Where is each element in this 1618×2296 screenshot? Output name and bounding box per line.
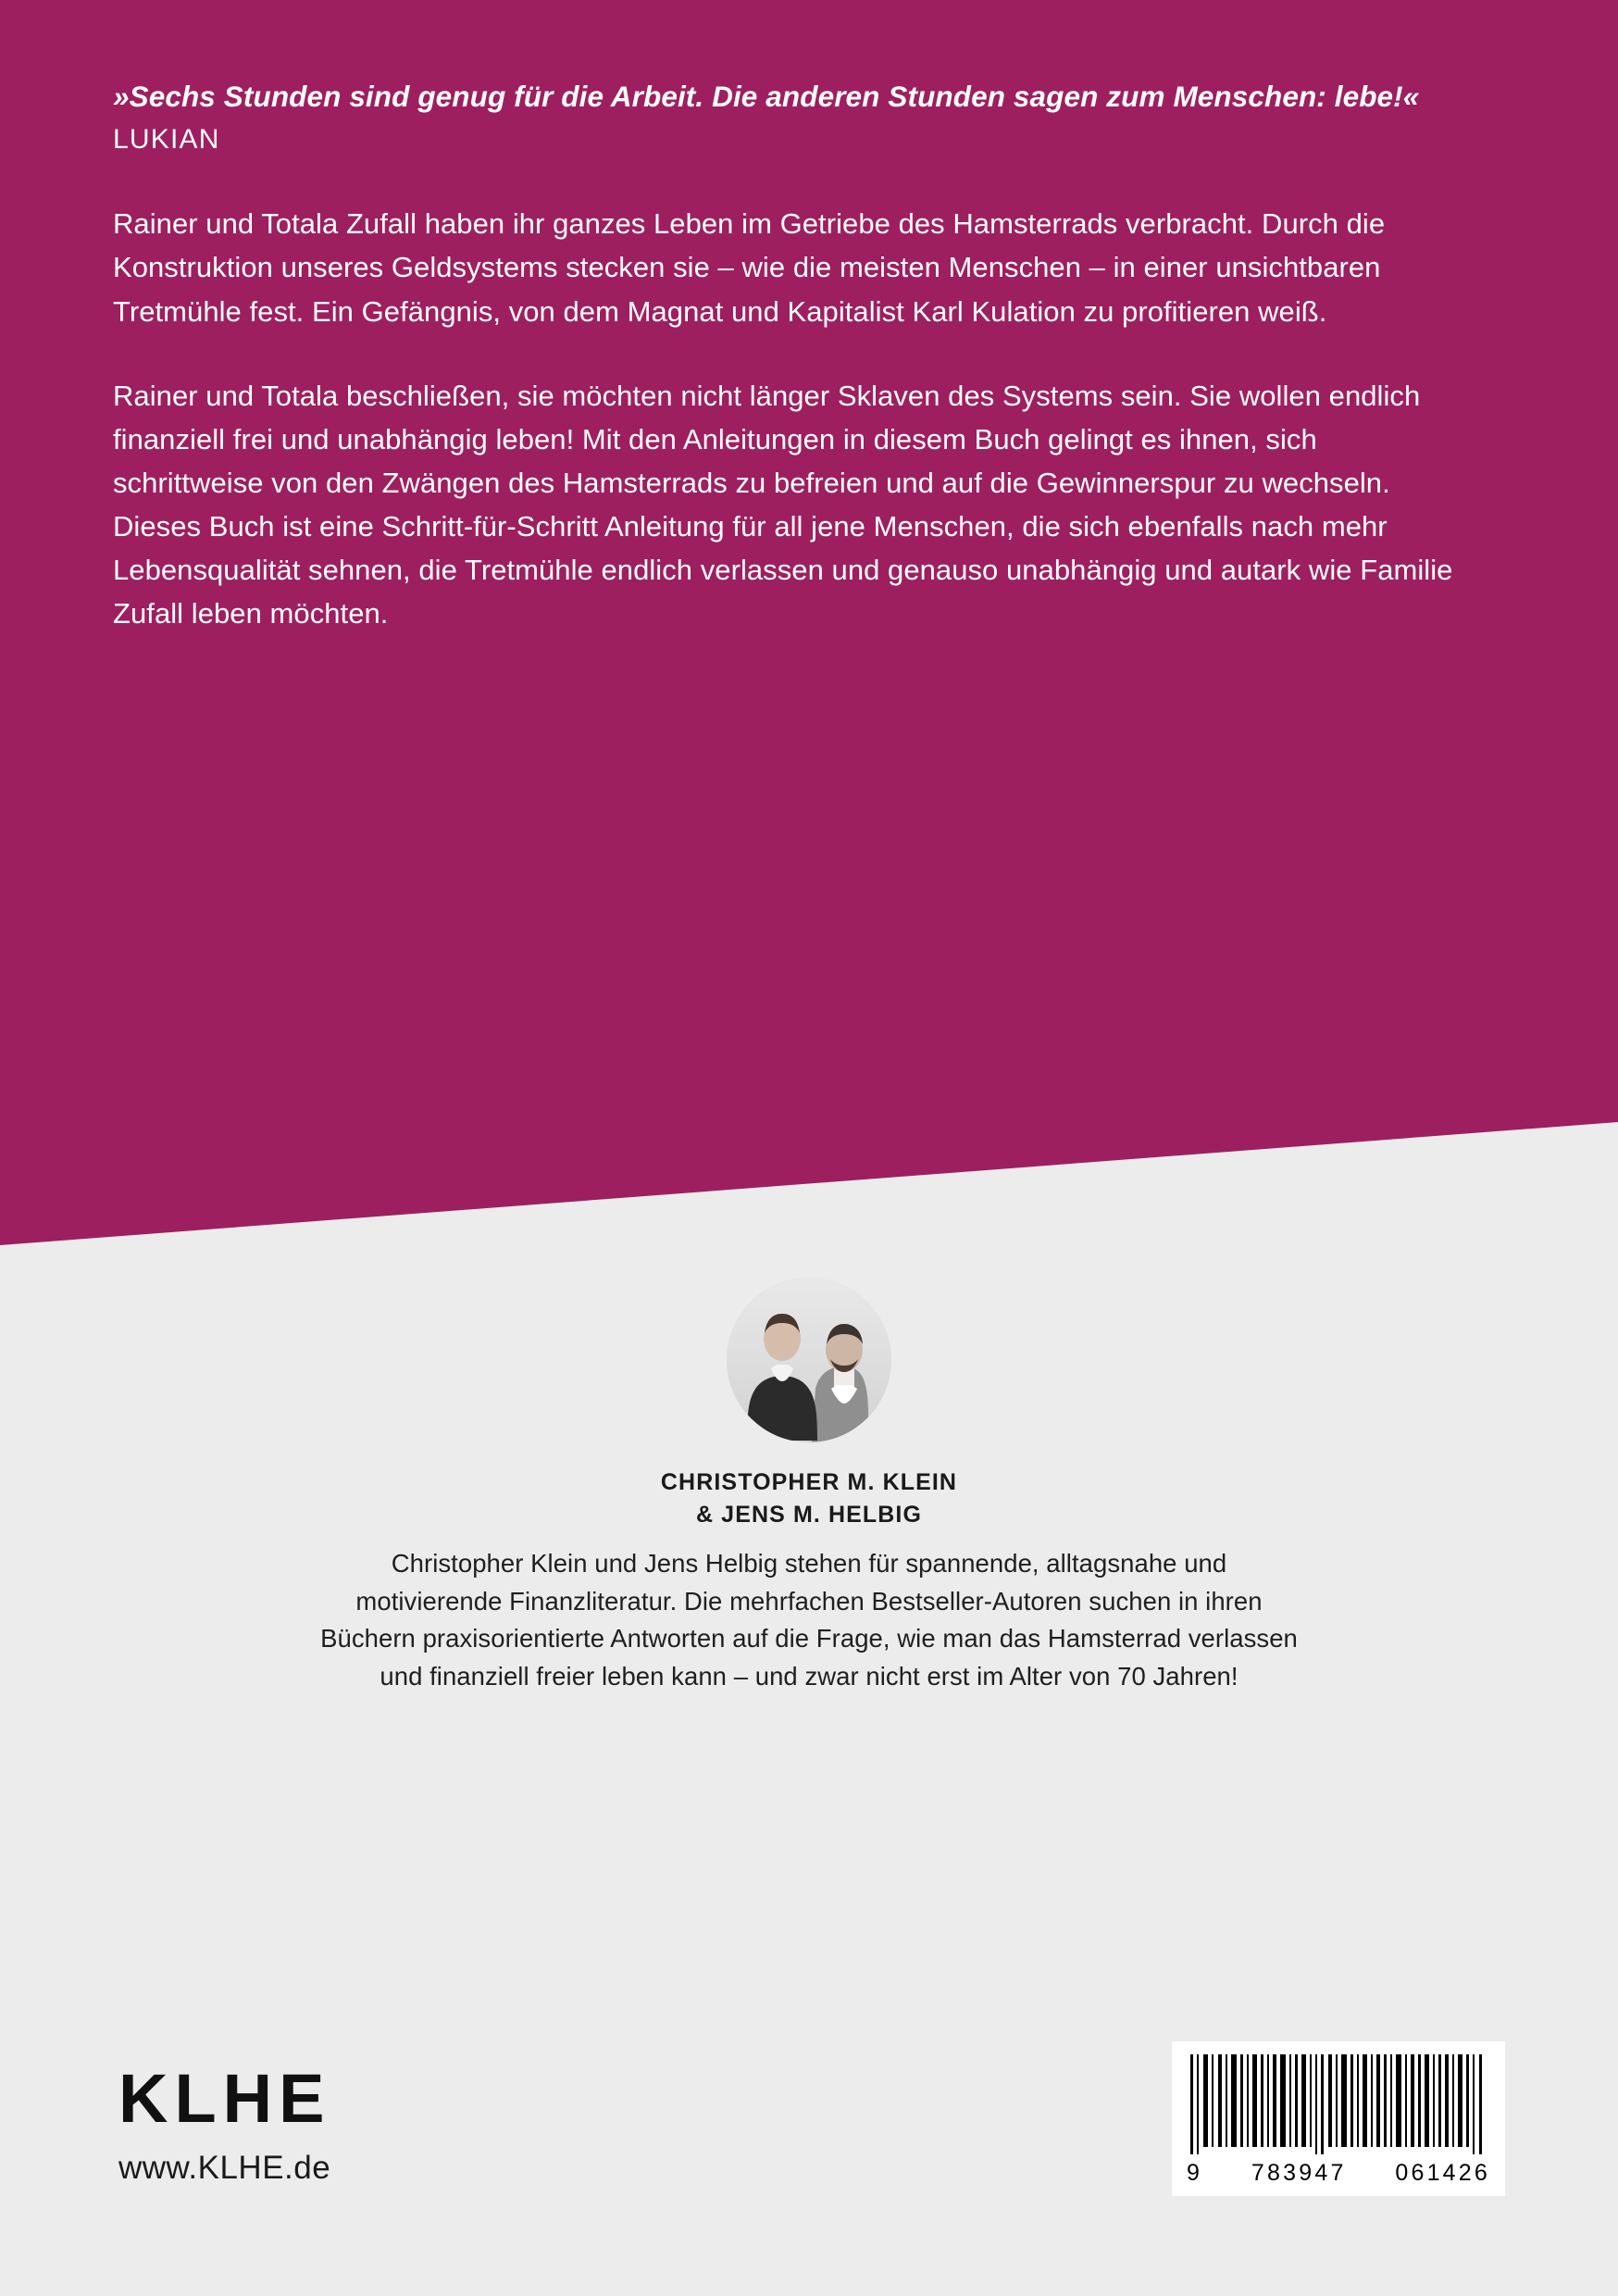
publisher-website[interactable]: www.KLHE.de: [118, 2150, 331, 2186]
author-name-line-2: & JENS M. HELBIG: [695, 1501, 923, 1528]
author-name-line-1: CHRISTOPHER M. KLEIN: [660, 1469, 958, 1495]
author-photo: [727, 1278, 891, 1442]
barcode-group-1: 783947: [1251, 2160, 1347, 2186]
author-bio: Christopher Klein und Jens Helbig stehen für spannende, alltagsnahe und motivierende Finanzliteratur. Die mehrfachen Bestseller-Autoren suchen in ihren Büchern praxisorientierte Antworten auf die Frage, wie man das Hamsterrad verlassen und finanziell freier leben kann – und zwar nicht erst im Alter von 70 Jahren!: [320, 1549, 1298, 1691]
pull-quote: [113, 76, 1501, 159]
author-section: [0, 1278, 1618, 1696]
barcode-digit-prefix: 9: [1187, 2160, 1203, 2186]
blurb-section: [113, 76, 1501, 635]
pull-quote-text: »Sechs Stunden sind genug für die Arbeit. Die anderen Stunden sagen zum Menschen: lebe!«: [113, 80, 1420, 113]
pull-quote-author: LUKIAN: [113, 123, 220, 155]
barcode-bars: [1185, 2054, 1492, 2154]
barcode-group-2: 061426: [1395, 2160, 1490, 2186]
barcode-digits: [1185, 2160, 1492, 2187]
blurb-paragraph-2: Rainer und Totala beschließen, sie möchten nicht länger Sklaven des Systems sein. Sie wollen endlich finanziell frei und unabhängig leben! Mit den Anleitungen in diesem Buch gelingt es ihnen, sich schrittweise von den Zwängen des Hamsterrads zu befreien und auf die Gewinnerspur zu wechseln. Dieses Buch ist eine Schritt-für-Schritt Anleitung für all jene Menschen, die sich ebenfalls nach mehr Lebensqualität sehnen, die Tretmühle endlich verlassen und genauso unabhängig und autark wie Familie Zufall leben möchten.: [113, 379, 1453, 630]
barcode: [1172, 2041, 1505, 2196]
author-names: [0, 1466, 1618, 1530]
blurb-paragraph-1: Rainer und Totala Zufall haben ihr ganzes Leben im Getriebe des Hamsterrads verbracht. Durch die Konstruktion unseres Geldsystems stecken sie – wie die meisten Menschen – in einer unsichtbaren Tretmühle fest. Ein Gefängnis, von dem Magnat und Kapitalist Karl Kulation zu profitieren weiß.: [113, 207, 1386, 328]
author-portrait-illustration: [727, 1278, 891, 1442]
publisher-logo: KLHE: [118, 2060, 331, 2137]
publisher-logo-area: [118, 2060, 331, 2187]
